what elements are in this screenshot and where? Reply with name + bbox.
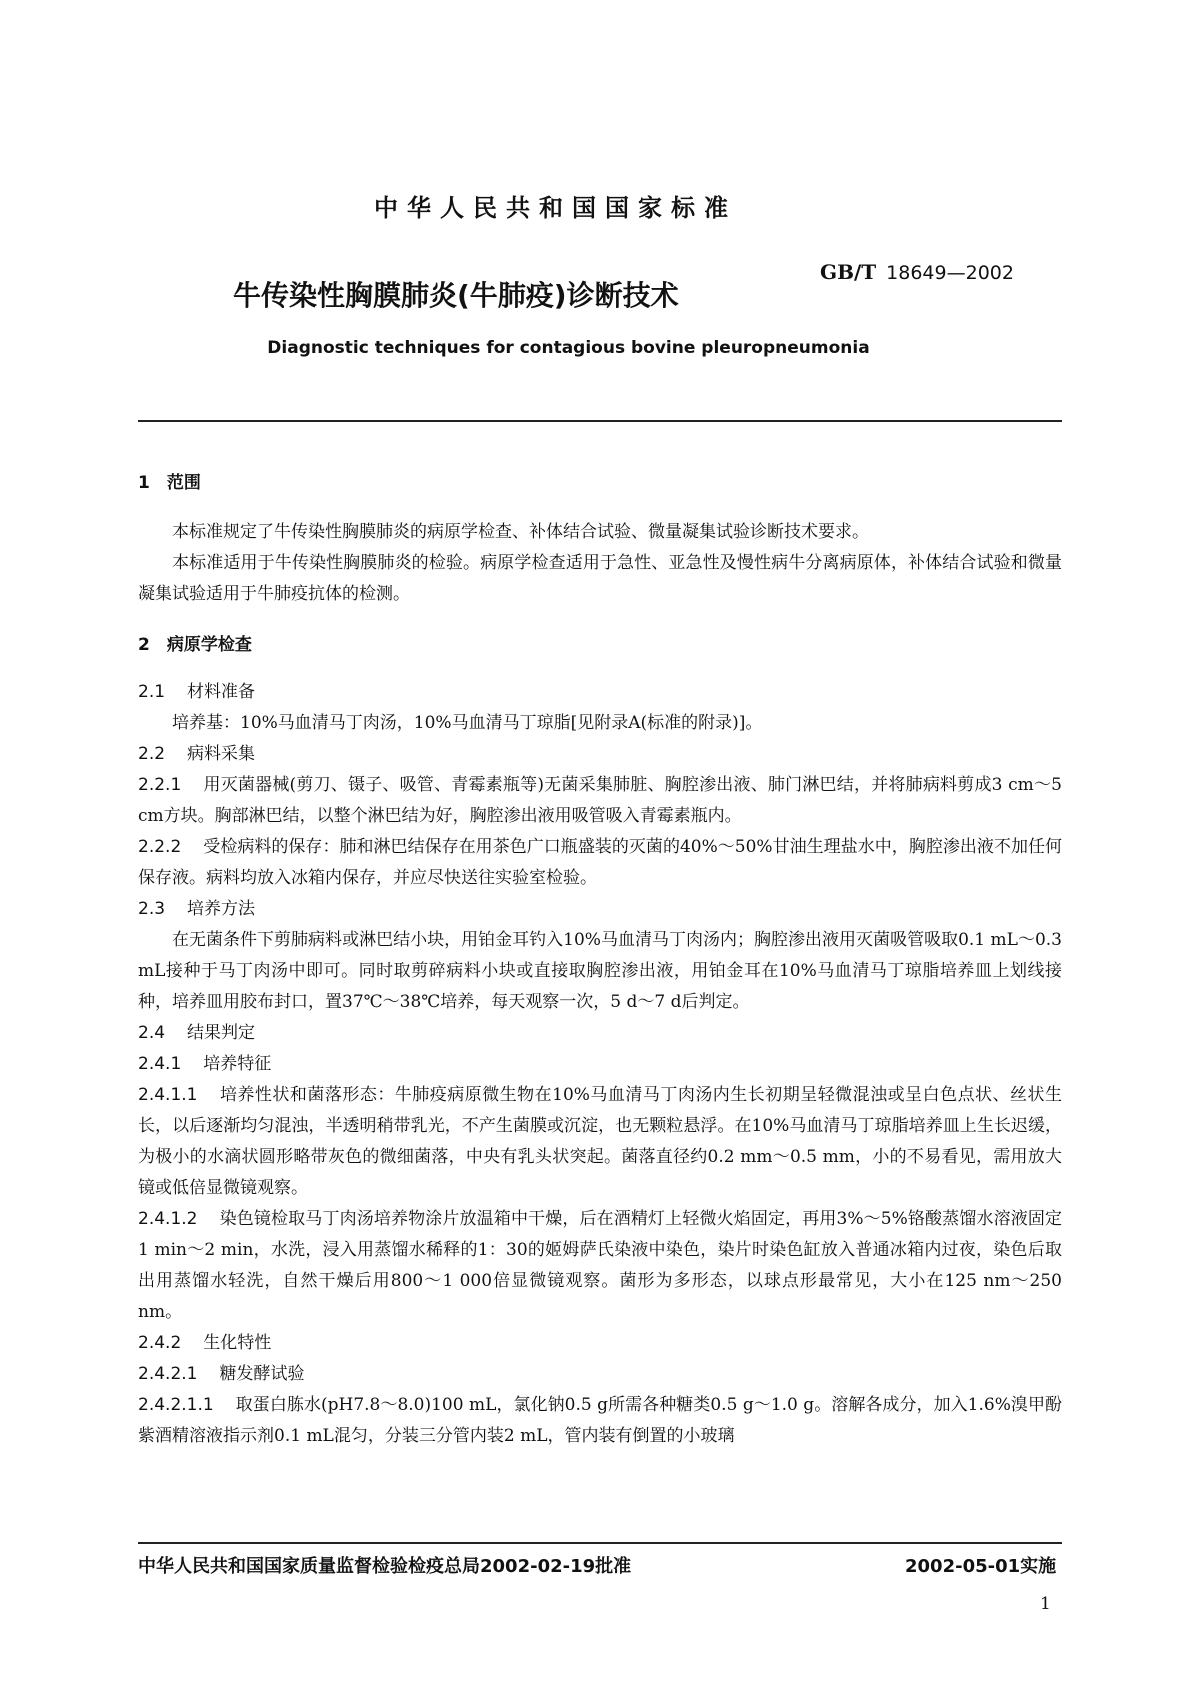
section-1-paragraph-1: 本标准规定了牛传染性胸膜肺炎的病原学检查、补体结合试验、微量凝集试验诊断技术要求。 (172, 522, 869, 542)
section-2-1-text: 培养基：10%马血清马丁肉汤，10%马血清马丁琼脂[见附录A(标准的附录)]。 (172, 713, 763, 733)
section-2-4-2-1-1-number: 2.4.2.1.1 (138, 1395, 214, 1415)
section-2-2-2 (138, 832, 1062, 894)
section-2-3-title: 培养方法 (187, 899, 256, 919)
header-divider (138, 420, 1062, 422)
section-2-2-2-text: 受检病料的保存：肺和淋巴结保存在用茶色广口瓶盛装的灭菌的40%～50%甘油生理盐水中，胸腔渗出液不加任何保存液。病料均放入冰箱内保存，并应尽快送往实验室检验。 (138, 837, 1062, 888)
section-2-4-1-title: 培养特征 (203, 1054, 272, 1074)
section-2-4-heading (138, 1018, 1062, 1049)
section-2-2-number: 2.2 (138, 744, 166, 764)
document-title-cn: 牛传染性胸膜肺炎(牛肺疫)诊断技术 (233, 279, 679, 312)
section-2-3-text: 在无菌条件下剪肺病料或淋巴结小块，用铂金耳钓入10%马血清马丁肉汤内；胸腔渗出液用灭菌吸管吸取0.1 mL～0.3 mL接种于马丁肉汤中即可。同时取剪碎病料小块或直接取胸腔渗出液，用铂金耳在10%马血清马丁琼脂培养皿上划线接种，培养皿用胶布封口，置37℃～38℃培养，每天观察一次，5 d～7 d后判定。 (138, 930, 1062, 1012)
section-2-2-2-number: 2.2.2 (138, 837, 182, 857)
section-2-4-number: 2.4 (138, 1023, 166, 1043)
document-title-en: Diagnostic techniques for contagious bovine pleuropneumonia (267, 338, 870, 358)
section-2-3-heading (138, 894, 1062, 925)
section-2-4-1-1-text: 培养性状和菌落形态：牛肺疫病原微生物在10%马血清马丁肉汤内生长初期呈轻微混浊或呈白色点状、丝状生长，以后逐渐均匀混浊，半透明稍带乳光，不产生菌膜或沉淀，也无颗粒悬浮。在10%马血清马丁琼脂培养皿上生长迟缓，为极小的水滴状圆形略带灰色的微细菌落，中央有乳头状突起。菌落直径约0.2 mm～0.5 mm，小的不易看见，需用放大镜或低倍显微镜观察。 (138, 1085, 1062, 1198)
section-2-4-2-title: 生化特性 (203, 1333, 272, 1353)
section-1-heading: 1 范围 (138, 473, 201, 493)
section-1-paragraph-2: 本标准适用于牛传染性胸膜肺炎的检验。病原学检查适用于急性、亚急性及慢性病牛分离病原体，补体结合试验和微量凝集试验适用于牛肺疫抗体的检测。 (138, 553, 1062, 604)
standard-title: 中华人民共和国国家标准 (374, 194, 737, 222)
approval-statement: 中华人民共和国国家质量监督检验检疫总局2002-02-19批准 (138, 1556, 632, 1577)
section-2-4-2-heading (138, 1328, 1062, 1359)
standard-code-number: 18649—2002 (886, 262, 1014, 284)
standard-code-prefix: GB/T (820, 260, 877, 284)
section-2-2-1-text: 用灭菌器械(剪刀、镊子、吸管、青霉素瓶等)无菌采集肺脏、胸腔渗出液、肺门淋巴结，并将肺病料剪成3 cm～5 cm方块。胸部淋巴结，以整个淋巴结为好，胸腔渗出液用吸管吸入青霉素瓶内。 (138, 775, 1062, 826)
section-2-4-2-1-heading (138, 1359, 1062, 1390)
section-2-4-1-1-number: 2.4.1.1 (138, 1085, 198, 1105)
page-number: 1 (1040, 1594, 1051, 1614)
section-2-4-1-1 (138, 1080, 1062, 1204)
section-2-4-2-1-title: 糖发酵试验 (219, 1364, 305, 1384)
footer-divider (138, 1542, 1062, 1544)
section-2-4-1-2-text: 染色镜检取马丁肉汤培养物涂片放温箱中干燥，后在酒精灯上轻微火焰固定，再用3%～5%铬酸蒸馏水溶液固定1 min～2 min，水洗，浸入用蒸馏水稀释的1：30的姬姆萨氏染液中染色，染片时染色缸放入普通冰箱内过夜，染色后取出用蒸馏水轻洗，自然干燥后用800～1 000倍显微镜观察。菌形为多形态，以球点形最常见，大小在125 nm～250 nm。 (138, 1209, 1062, 1322)
section-2-1-heading (138, 677, 1062, 708)
section-2-4-2-number: 2.4.2 (138, 1333, 182, 1353)
section-2-4-1-heading (138, 1049, 1062, 1080)
section-2-4-1-number: 2.4.1 (138, 1054, 182, 1074)
section-2-4-2-1-number: 2.4.2.1 (138, 1364, 198, 1384)
implementation-date: 2002-05-01实施 (905, 1556, 1057, 1577)
section-2-4-title: 结果判定 (187, 1023, 256, 1043)
section-2-4-1-2-number: 2.4.1.2 (138, 1209, 198, 1229)
section-2-2-1-number: 2.2.1 (138, 775, 182, 795)
standard-code (820, 260, 1036, 284)
section-2-2-heading (138, 739, 1062, 770)
section-2-4-1-2 (138, 1204, 1062, 1328)
document-body (138, 468, 1062, 1452)
section-2-2-1 (138, 770, 1062, 832)
section-2-3-number: 2.3 (138, 899, 166, 919)
section-2-1-title: 材料准备 (187, 682, 256, 702)
section-2-2-title: 病料采集 (187, 744, 256, 764)
section-2-1-number: 2.1 (138, 682, 166, 702)
section-2-heading: 2 病原学检查 (138, 635, 252, 655)
section-2-4-2-1-1 (138, 1390, 1062, 1452)
section-2-4-2-1-1-text: 取蛋白胨水(pH7.8～8.0)100 mL，氯化钠0.5 g所需各种糖类0.5 g～1.0 g。溶解各成分，加入1.6%溴甲酚紫酒精溶液指示剂0.1 mL混匀，分装三分管内装2 mL，管内装有倒置的小玻璃 (138, 1395, 1062, 1446)
